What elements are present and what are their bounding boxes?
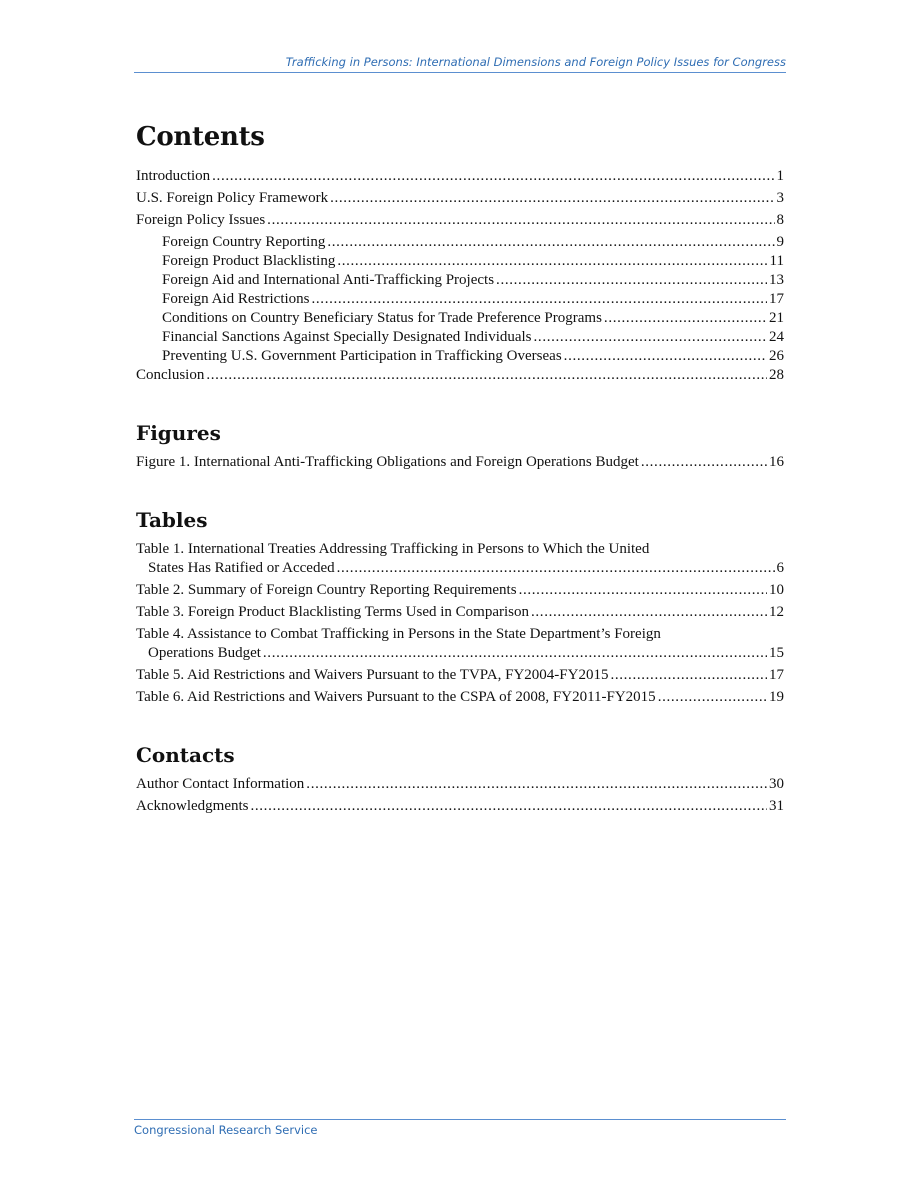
- toc-entry-table-1[interactable]: [136, 540, 784, 578]
- contents-list: [136, 167, 784, 385]
- toc-entry-table-2[interactable]: [136, 581, 784, 600]
- toc-entry-title: Preventing U.S. Government Participation in Trafficking Overseas: [162, 348, 562, 364]
- dot-leader: [534, 328, 767, 347]
- dot-leader: [610, 666, 767, 685]
- toc-entry-foreign-policy-issues[interactable]: [136, 211, 784, 230]
- toc-entry-page: 11: [769, 253, 784, 269]
- toc-entry-preventing-participation[interactable]: [136, 347, 784, 366]
- toc-entry-trade-preference-conditions[interactable]: [136, 309, 784, 328]
- toc-entry-page: 10: [769, 582, 784, 598]
- toc-entry-page: 24: [769, 329, 784, 345]
- toc-entry-financial-sanctions[interactable]: [136, 328, 784, 347]
- dot-leader: [330, 189, 774, 208]
- toc-entry-page: 31: [769, 798, 784, 814]
- toc-entry-table-6[interactable]: [136, 688, 784, 707]
- dot-leader: [519, 581, 767, 600]
- toc-entry-page: 6: [776, 560, 784, 576]
- toc-entry-foreign-country-reporting[interactable]: [136, 233, 784, 252]
- toc-entry-title: States Has Ratified or Acceded: [148, 560, 335, 576]
- toc-entry-introduction[interactable]: [136, 167, 784, 186]
- toc-entry-foreign-aid-restrictions[interactable]: [136, 290, 784, 309]
- toc-entry-title: Conclusion: [136, 367, 205, 383]
- toc-entry-title: Figure 1. International Anti-Trafficking Obligations and Foreign Operations Budget: [136, 454, 639, 470]
- toc-entry-table-3[interactable]: [136, 603, 784, 622]
- table-of-contents: [136, 122, 784, 819]
- toc-entry-author-contact[interactable]: [136, 775, 784, 794]
- toc-entry-page: 8: [776, 212, 784, 228]
- dot-leader: [250, 797, 767, 816]
- contents-heading: Contents: [136, 122, 265, 152]
- dot-leader: [327, 233, 774, 252]
- dot-leader: [212, 167, 774, 186]
- tables-heading: Tables: [136, 508, 208, 532]
- dot-leader: [306, 775, 767, 794]
- toc-entry-title: Foreign Policy Issues: [136, 212, 266, 228]
- toc-entry-page: 15: [769, 645, 784, 661]
- figures-heading: Figures: [136, 421, 221, 445]
- toc-entry-foreign-aid-projects[interactable]: [136, 271, 784, 290]
- toc-entry-table-4[interactable]: [136, 625, 784, 663]
- toc-entry-title: Author Contact Information: [136, 776, 305, 792]
- toc-entry-table-5[interactable]: [136, 666, 784, 685]
- running-header: Trafficking in Persons: International Dimensions and Foreign Policy Issues for Congress: [134, 55, 786, 73]
- dot-leader: [337, 252, 767, 271]
- toc-entry-title: Operations Budget: [148, 645, 261, 661]
- figures-section: [136, 421, 784, 472]
- toc-entry-title: Table 2. Summary of Foreign Country Reporting Requirements: [136, 582, 517, 598]
- toc-entry-title: Foreign Aid Restrictions: [162, 291, 310, 307]
- toc-entry-title: Foreign Aid and International Anti-Trafficking Projects: [162, 272, 495, 288]
- tables-section: [136, 508, 784, 707]
- dot-leader: [263, 644, 767, 663]
- toc-entry-page: 17: [769, 291, 784, 307]
- toc-entry-title: Foreign Country Reporting: [162, 234, 326, 250]
- toc-entry-page: 19: [769, 689, 784, 705]
- toc-entry-figure-1[interactable]: [136, 453, 784, 472]
- toc-entry-title: Financial Sanctions Against Specially Designated Individuals: [162, 329, 532, 345]
- toc-entry-page: 17: [769, 667, 784, 683]
- toc-entry-acknowledgments[interactable]: [136, 797, 784, 816]
- dot-leader: [267, 211, 774, 230]
- dot-leader: [641, 453, 767, 472]
- toc-entry-us-foreign-policy-framework[interactable]: [136, 189, 784, 208]
- contacts-section: [136, 743, 784, 816]
- dot-leader: [312, 290, 768, 309]
- footer-organization: Congressional Research Service: [134, 1123, 318, 1137]
- toc-entry-title-line1: Table 1. International Treaties Addressing Trafficking in Persons to Which the United: [136, 541, 650, 557]
- dot-leader: [206, 366, 767, 385]
- toc-entry-page: 30: [769, 776, 784, 792]
- dot-leader: [658, 688, 767, 707]
- dot-leader: [604, 309, 767, 328]
- dot-leader: [564, 347, 767, 366]
- toc-entry-page: 3: [776, 190, 784, 206]
- toc-entry-page: 9: [776, 234, 784, 250]
- toc-entry-conclusion[interactable]: [136, 366, 784, 385]
- toc-entry-title: Foreign Product Blacklisting: [162, 253, 336, 269]
- toc-entry-title: Table 3. Foreign Product Blacklisting Terms Used in Comparison: [136, 604, 529, 620]
- toc-entry-page: 1: [776, 168, 784, 184]
- toc-entry-page: 28: [769, 367, 784, 383]
- toc-entry-title: U.S. Foreign Policy Framework: [136, 190, 329, 206]
- toc-entry-title: Table 6. Aid Restrictions and Waivers Pursuant to the CSPA of 2008, FY2011-FY2015: [136, 689, 656, 705]
- toc-entry-title: Conditions on Country Beneficiary Status for Trade Preference Programs: [162, 310, 602, 326]
- toc-entry-page: 21: [769, 310, 784, 326]
- toc-entry-page: 13: [769, 272, 784, 288]
- toc-entry-title: Table 5. Aid Restrictions and Waivers Pursuant to the TVPA, FY2004-FY2015: [136, 667, 609, 683]
- toc-entry-title: Acknowledgments: [136, 798, 249, 814]
- toc-entry-title: Introduction: [136, 168, 211, 184]
- contacts-heading: Contacts: [136, 743, 235, 767]
- toc-entry-page: 26: [769, 348, 784, 364]
- dot-leader: [496, 271, 767, 290]
- page-footer: [134, 1119, 786, 1137]
- toc-entry-page: 12: [769, 604, 784, 620]
- dot-leader: [337, 559, 775, 578]
- toc-entry-page: 16: [769, 454, 784, 470]
- toc-entry-title-line1: Table 4. Assistance to Combat Trafficking in Persons in the State Department’s Foreign: [136, 626, 661, 642]
- dot-leader: [531, 603, 767, 622]
- toc-entry-foreign-product-blacklisting[interactable]: [136, 252, 784, 271]
